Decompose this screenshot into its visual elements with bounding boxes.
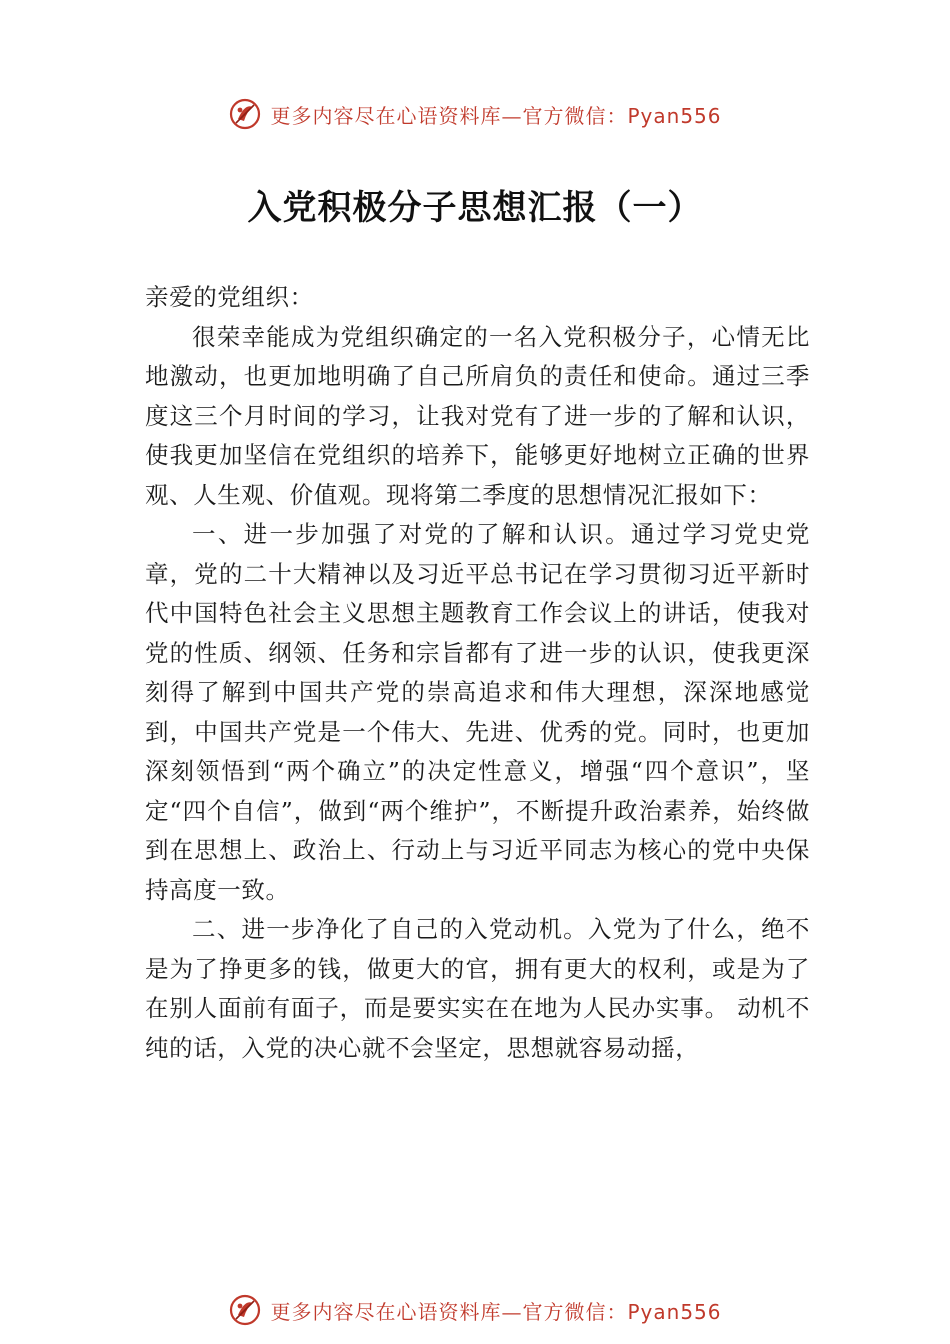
watermark-text: 更多内容尽在心语资料库—官方微信：Pyan556 [270, 1299, 722, 1324]
seal-logo-icon [228, 1293, 262, 1327]
paragraph-section-two: 二、进一步净化了自己的入党动机。入党为了什么，绝不是为了挣更多的钱，做更大的官，拥有更大的权利，或是为了在别人面前有面子，而是要实实在在地为人民办实事。 动机不纯的话，入党的决心就不会坚定，思想就容易动摇， [145, 915, 810, 1062]
salutation: 亲爱的党组织： [145, 283, 314, 311]
document-title: 入党积极分子思想汇报（一） [247, 188, 703, 228]
footer-watermark [0, 1290, 950, 1330]
paragraph-section-one: 一、进一步加强了对党的了解和认识。通过学习党史党章，党的二十大精神以及习近平总书记在学习贯彻习近平新时代中国特色社会主义思想主题教育工作会议上的讲话，使我对党的性质、纲领、任务和宗旨都有了进一步的认识，使我更深刻得了解到中国共产党的崇高追求和伟大理想，深深地感觉到，中国共产党是一个伟大、先进、优秀的党。同时，也更加深刻领悟到“两个确立”的决定性意义，增强“四个意识”，坚定“四个自信”，做到“两个维护”，不断提升政治素养，始终做到在思想上、政治上、行动上与习近平同志为核心的党中央保持高度一致。 [145, 520, 810, 904]
seal-logo-icon [228, 97, 262, 131]
paragraph-intro: 很荣幸能成为党组织确定的一名入党积极分子，心情无比地激动，也更加地明确了自己所肩负的责任和使命。通过三季度这三个月时间的学习，让我对党有了进一步的了解和认识，使我更加坚信在党组织的培养下，能够更好地树立正确的世界观、人生观、价值观。现将第二季度的思想情况汇报如下： [145, 322, 810, 509]
watermark-text: 更多内容尽在心语资料库—官方微信：Pyan556 [270, 103, 722, 128]
document-body [145, 278, 810, 1068]
header-watermark [0, 94, 950, 134]
